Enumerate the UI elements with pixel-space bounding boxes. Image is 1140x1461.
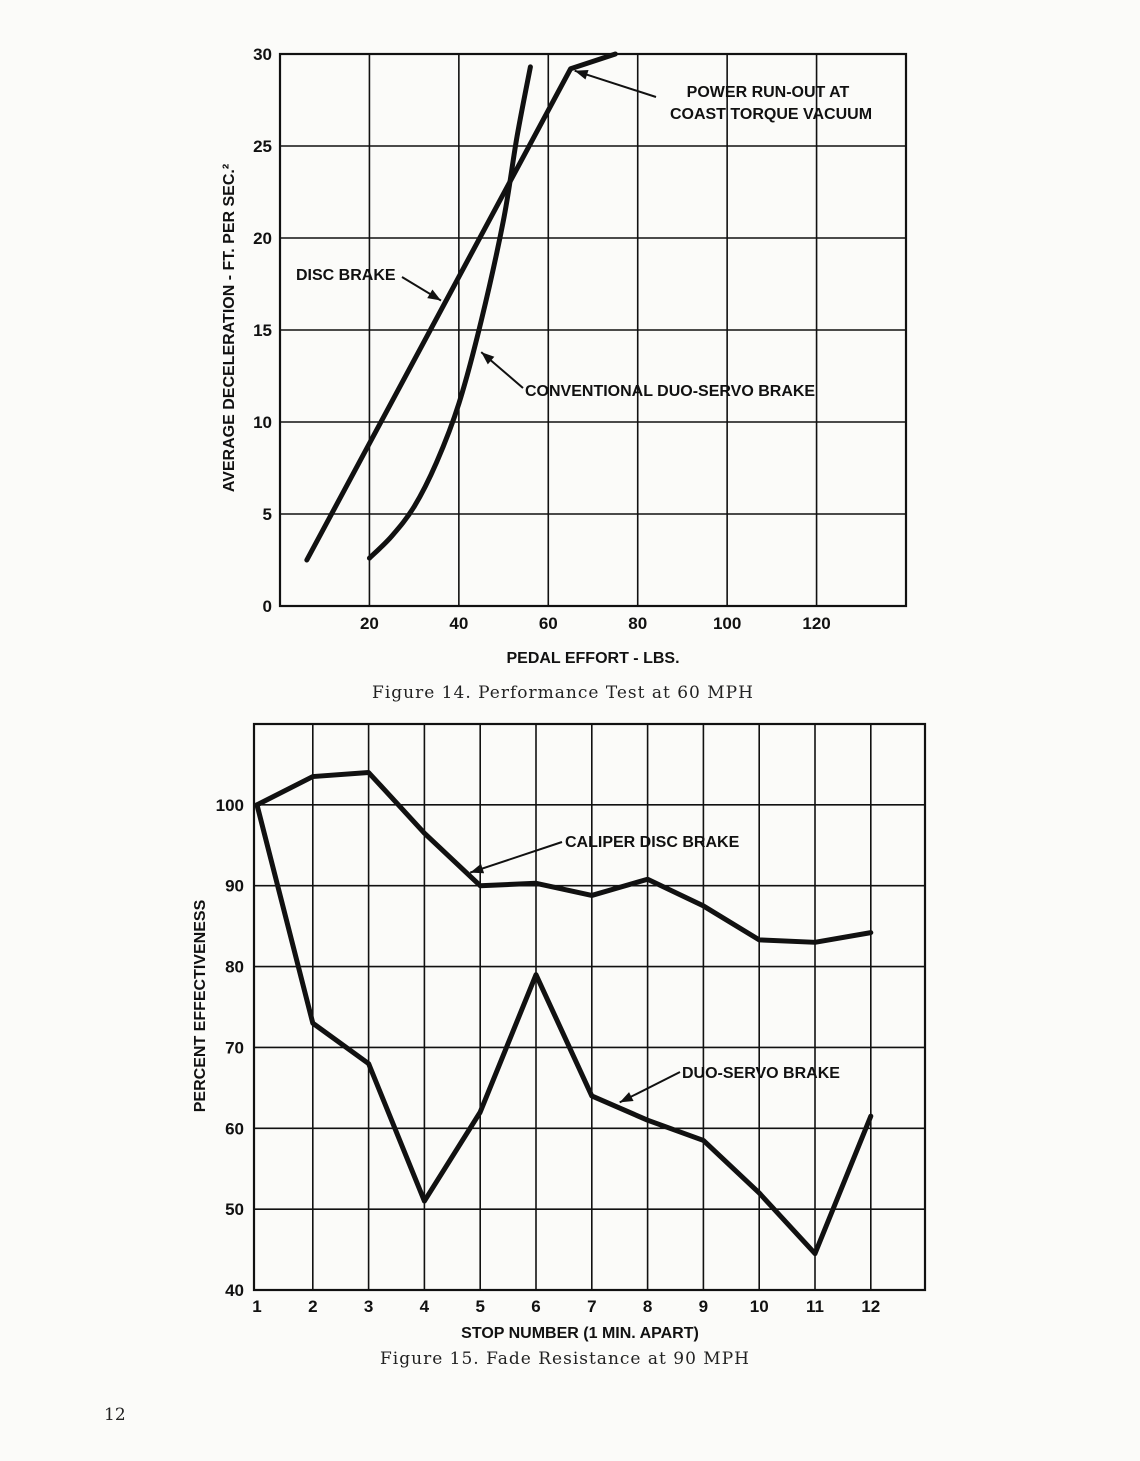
x-tick-label: 80 xyxy=(628,614,648,633)
annotation-arrowhead xyxy=(620,1092,634,1102)
annotation-duo-servo-brake: DUO-SERVO BRAKE xyxy=(682,1065,840,1082)
annotation-duo-servo: CONVENTIONAL DUO-SERVO BRAKE xyxy=(525,383,816,400)
y-tick-label: 100 xyxy=(215,795,244,815)
x-tick-label: 8 xyxy=(642,1297,653,1316)
plot-frame xyxy=(254,724,925,1290)
x-tick-label: 40 xyxy=(449,614,469,633)
x-tick-label: 120 xyxy=(802,614,831,633)
page-number: 12 xyxy=(104,1405,126,1425)
y-tick-label: 80 xyxy=(225,957,244,977)
x-tick-label: 10 xyxy=(749,1297,769,1316)
y-tick-label: 15 xyxy=(253,321,272,340)
y-tick-label: 70 xyxy=(225,1038,244,1058)
y-tick-label: 0 xyxy=(262,597,272,616)
annotation-power-runout: POWER RUN-OUT AT xyxy=(686,84,850,101)
figure-15-caption: Figure 15. Fade Resistance at 90 MPH xyxy=(380,1349,750,1369)
figure-14-caption: Figure 14. Performance Test at 60 MPH xyxy=(372,683,754,703)
annotation-disc-brake: DISC BRAKE xyxy=(296,267,396,284)
y-tick-label: 50 xyxy=(225,1200,244,1220)
x-tick-label: 60 xyxy=(538,614,558,633)
x-tick-label: 20 xyxy=(359,614,379,633)
y-axis-title: PERCENT EFFECTIVENESS xyxy=(192,899,209,1113)
annotation-arrowhead xyxy=(427,290,441,301)
series-line-caliper-disc-brake xyxy=(257,773,871,943)
x-tick-label: 7 xyxy=(587,1297,597,1316)
x-tick-label: 1 xyxy=(252,1297,262,1316)
x-tick-label: 6 xyxy=(531,1297,541,1316)
annotation-arrowhead xyxy=(575,70,589,80)
x-axis-title: PEDAL EFFORT - LBS. xyxy=(506,650,680,667)
y-tick-label: 25 xyxy=(253,137,272,156)
y-tick-label: 10 xyxy=(253,413,272,432)
x-tick-label: 9 xyxy=(698,1297,709,1316)
annotation-power-runout: COAST TORQUE VACUUM xyxy=(669,106,873,123)
performance-test-chart xyxy=(221,45,906,667)
annotation-arrowhead xyxy=(470,864,484,873)
x-tick-label: 4 xyxy=(419,1297,430,1316)
annotation-caliper-disc-brake: CALIPER DISC BRAKE xyxy=(565,834,740,851)
y-tick-label: 30 xyxy=(253,45,272,64)
x-tick-label: 3 xyxy=(363,1297,374,1316)
y-tick-label: 60 xyxy=(225,1119,244,1139)
y-tick-label: 40 xyxy=(225,1281,244,1300)
x-tick-label: 12 xyxy=(861,1297,881,1316)
y-axis-title: AVERAGE DECELERATION - FT. PER SEC.² xyxy=(221,163,238,493)
series-line-duo-servo-brake xyxy=(369,67,530,558)
fade-resistance-chart xyxy=(192,724,925,1342)
x-axis-title: STOP NUMBER (1 MIN. APART) xyxy=(461,1325,699,1342)
y-tick-label: 5 xyxy=(262,505,272,524)
x-tick-label: 5 xyxy=(475,1297,485,1316)
series-line-disc-brake xyxy=(307,54,616,560)
annotation-pointer xyxy=(470,842,562,873)
y-tick-label: 90 xyxy=(225,876,244,896)
series-line-duo-servo-brake xyxy=(257,805,871,1254)
x-tick-label: 100 xyxy=(712,614,742,633)
x-tick-label: 11 xyxy=(806,1297,824,1316)
x-tick-label: 2 xyxy=(308,1297,318,1316)
y-tick-label: 20 xyxy=(253,229,272,248)
